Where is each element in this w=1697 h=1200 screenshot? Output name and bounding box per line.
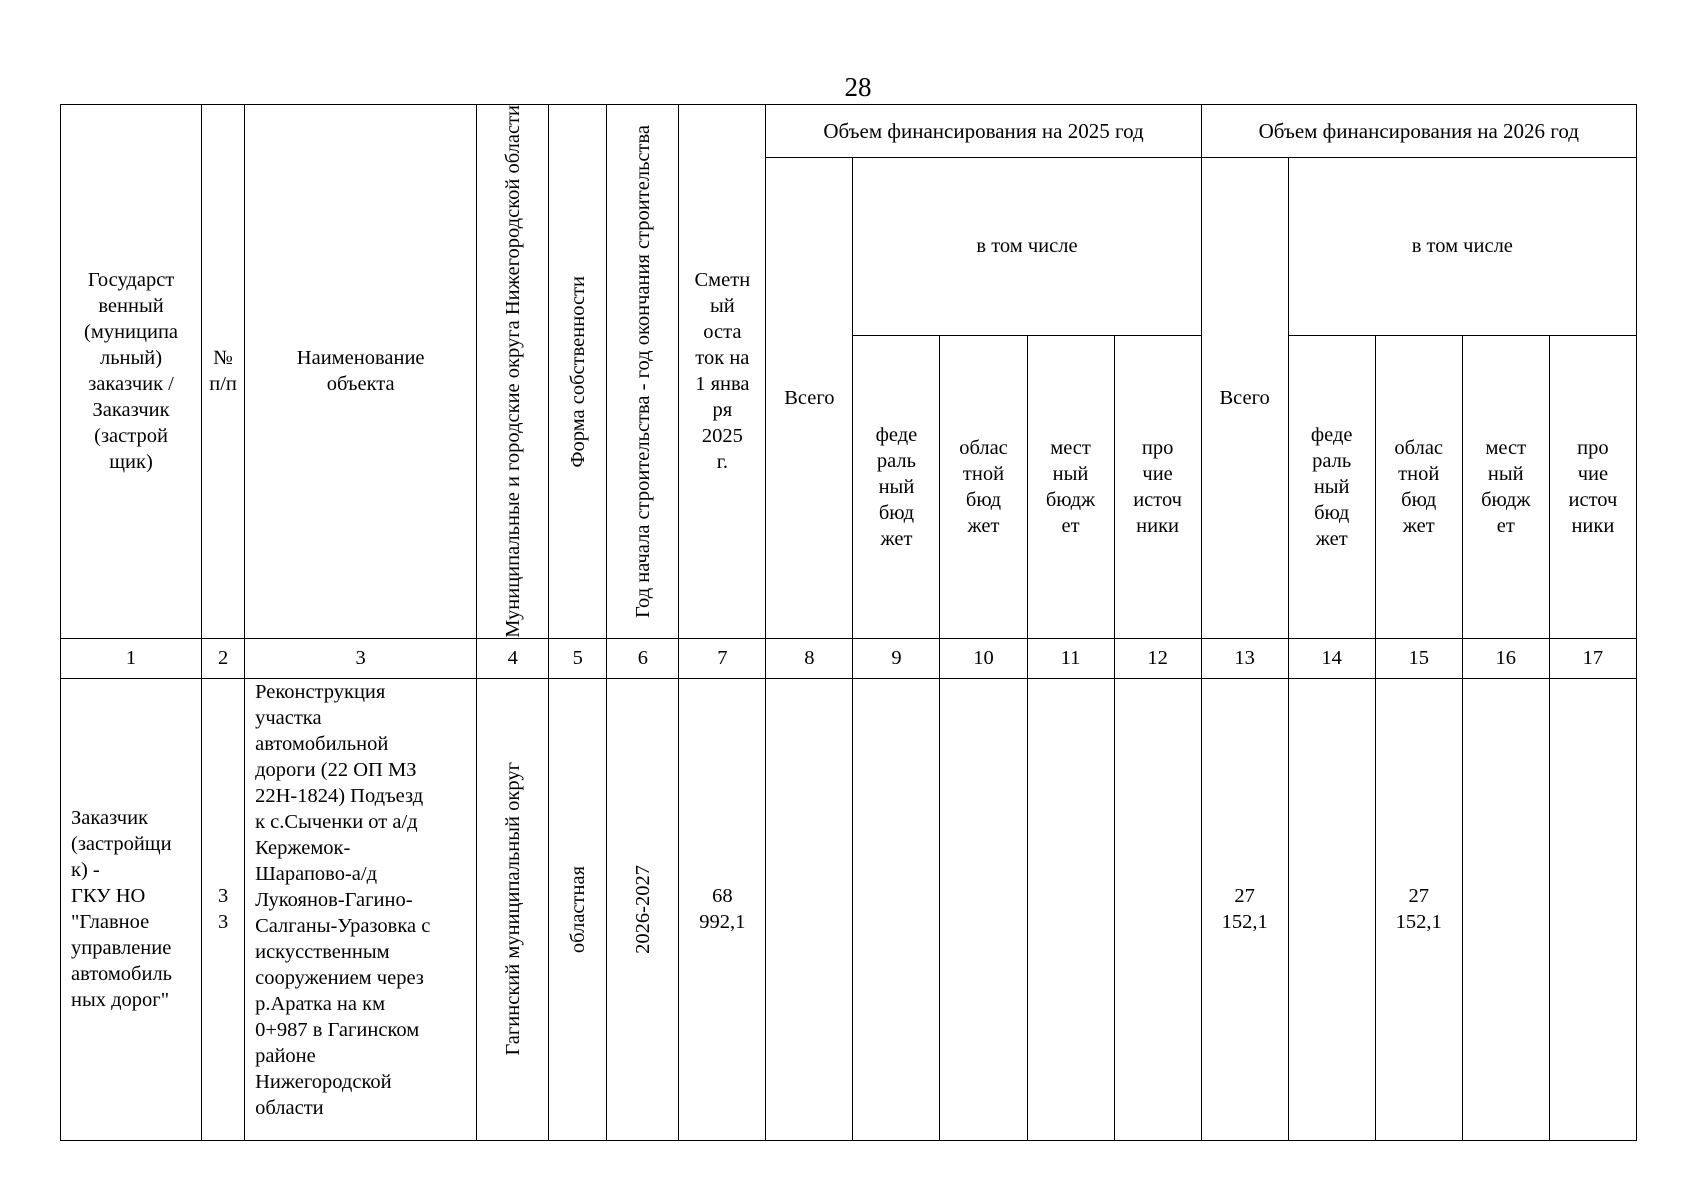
cell-2025-other	[1114, 678, 1201, 1140]
cell-2026-local	[1462, 678, 1549, 1140]
column-number: 1	[61, 638, 202, 678]
header-2026-incl: в том числе	[1288, 158, 1636, 336]
header-ownership	[549, 105, 607, 639]
column-number: 8	[766, 638, 853, 678]
header-object-name	[245, 105, 477, 639]
header-2025-local	[1027, 335, 1114, 638]
column-number: 5	[549, 638, 607, 678]
cell-2026-federal	[1288, 678, 1375, 1140]
column-number: 9	[853, 638, 940, 678]
header-2026-local-text: мест ный бюдж ет	[1481, 436, 1531, 537]
column-number: 4	[477, 638, 549, 678]
header-estimate-text: Сметн ый оста ток на 1 янва ря 2025 г.	[694, 269, 751, 474]
header-estimate	[679, 105, 766, 639]
header-2026-total: Всего	[1201, 158, 1288, 639]
cell-customer	[61, 678, 202, 1140]
header-years-text: Год начала строительства - год окончания строительства	[631, 124, 654, 618]
header-object-name-text: Наименование объекта	[296, 347, 425, 396]
cell-2025-regional	[940, 678, 1027, 1140]
cell-years	[607, 678, 679, 1140]
header-2026-local	[1462, 335, 1549, 638]
cell-2026-total	[1201, 678, 1288, 1140]
header-municipality-text: Муниципальные и городские округа Нижегородской области	[501, 105, 524, 638]
header-2026-regional-text: облас тной бюд жет	[1394, 436, 1444, 537]
header-fin-2025: Объем финансирования на 2025 год	[766, 105, 1201, 158]
header-2025-regional	[940, 335, 1027, 638]
cell-estimate	[679, 678, 766, 1140]
cell-2026-other	[1549, 678, 1636, 1140]
page-number: 28	[844, 72, 872, 102]
header-customer	[61, 105, 202, 639]
column-number: 2	[202, 638, 245, 678]
header-2026-federal-text: феде раль ный бюд жет	[1310, 423, 1353, 550]
column-number: 6	[607, 638, 679, 678]
column-number: 10	[940, 638, 1027, 678]
header-num-text: № п/п	[209, 347, 237, 396]
cell-years-text: 2026-2027	[631, 864, 654, 954]
cell-2025-federal	[853, 678, 940, 1140]
cell-2026-total-text: 27 152,1	[1221, 885, 1268, 934]
header-customer-text: Государст венный (муниципа льный) заказчик / Заказчик (застрой щик)	[84, 269, 179, 474]
header-num	[202, 105, 245, 639]
header-2025-federal-text: феде раль ный бюд жет	[875, 423, 918, 550]
header-2025-federal	[853, 335, 940, 638]
header-2026-regional	[1375, 335, 1462, 638]
cell-ownership	[549, 678, 607, 1140]
column-number: 17	[1549, 638, 1636, 678]
column-number: 12	[1114, 638, 1201, 678]
header-2025-regional-text: облас тной бюд жет	[959, 436, 1008, 537]
cell-2025-local	[1027, 678, 1114, 1140]
cell-estimate-text: 68 992,1	[699, 885, 746, 934]
cell-customer-text: Заказчик (застройщи к) - ГКУ НО "Главное управление автомобиль ных дорог"	[71, 807, 173, 1012]
column-number: 11	[1027, 638, 1114, 678]
cell-2025-total	[766, 678, 853, 1140]
column-number-row	[61, 638, 1637, 678]
header-2026-federal	[1288, 335, 1375, 638]
column-number: 3	[245, 638, 477, 678]
table-row	[61, 678, 1637, 1140]
header-2025-other-text: про чие источ ники	[1133, 436, 1182, 537]
header-2026-other-text: про чие источ ники	[1568, 436, 1618, 537]
cell-ownership-text: областная	[566, 865, 589, 953]
cell-object-name-text: Реконструкция участка автомобильной дороги (22 ОП МЗ 22Н-1824) Подъезд к с.Сыченки от а/д Кержемок- Шарапово-а/д Лукоянов-Гагино- Салганы-Уразовка с искусственным сооружением через р.Аратка на км 0+987 в Гагинском районе Нижегородской области	[255, 680, 431, 1119]
column-number: 16	[1462, 638, 1549, 678]
header-years	[607, 105, 679, 639]
header-2025-other	[1114, 335, 1201, 638]
column-number: 14	[1288, 638, 1375, 678]
header-2025-total: Всего	[766, 158, 853, 639]
cell-2026-regional	[1375, 678, 1462, 1140]
cell-municipality-text: Гагинский муниципальный округ	[501, 762, 524, 1056]
cell-2026-regional-text: 27 152,1	[1395, 885, 1442, 934]
column-number: 15	[1375, 638, 1462, 678]
cell-object-name	[245, 678, 477, 1140]
cell-municipality	[477, 678, 549, 1140]
cell-num	[202, 678, 245, 1140]
header-2026-other	[1549, 335, 1636, 638]
header-row-1	[61, 105, 1637, 158]
cell-num-text: 3 3	[217, 885, 229, 934]
column-number: 7	[679, 638, 766, 678]
header-2025-local-text: мест ный бюдж ет	[1045, 436, 1096, 537]
header-2025-incl: в том числе	[853, 158, 1201, 336]
header-municipality	[477, 105, 549, 639]
column-number: 13	[1201, 638, 1288, 678]
header-ownership-text: Форма собственности	[566, 275, 589, 468]
header-fin-2026: Объем финансирования на 2026 год	[1201, 105, 1636, 158]
financing-table	[60, 104, 1637, 1141]
